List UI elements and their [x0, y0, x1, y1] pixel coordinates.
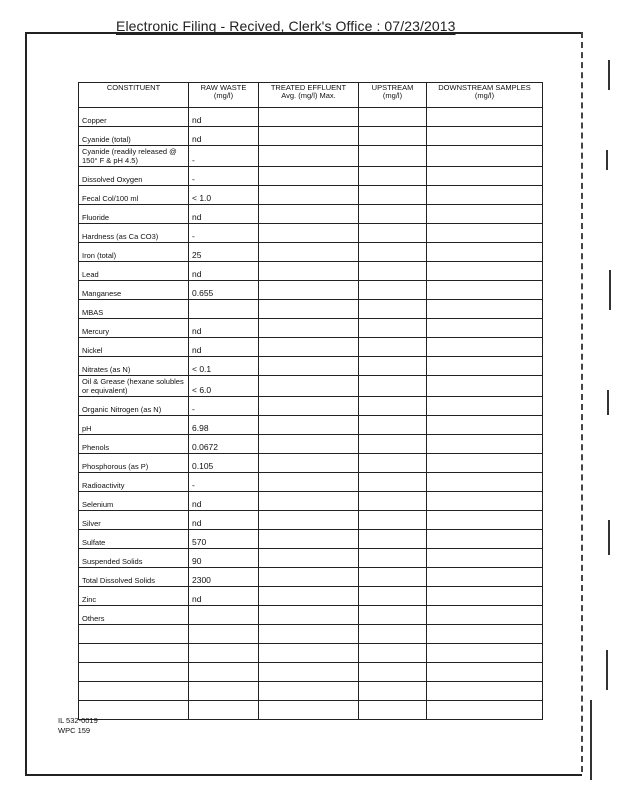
table-row: [79, 435, 543, 454]
raw-waste-value: [189, 300, 259, 319]
blank-cell: [259, 644, 359, 663]
table-row: [79, 606, 543, 625]
blank-row: [79, 701, 543, 720]
constituent-name: Nickel: [79, 338, 189, 357]
constituent-name: Copper: [79, 108, 189, 127]
upstream-cell: [359, 473, 427, 492]
header-treated-effluent: [259, 83, 359, 108]
treated-effluent-cell: [259, 186, 359, 205]
scan-mark: [590, 700, 592, 780]
upstream-cell: [359, 606, 427, 625]
header-upstream-unit: (mg/l): [382, 91, 403, 101]
constituent-name: Phosphorous (as P): [79, 454, 189, 473]
upstream-cell: [359, 397, 427, 416]
constituent-name: Cyanide (readily released @ 150° F & pH 4.5): [79, 146, 189, 167]
blank-cell: [259, 701, 359, 720]
blank-cell: [359, 682, 427, 701]
constituent-name: Hardness (as Ca CO3): [79, 224, 189, 243]
table-row: [79, 146, 543, 167]
upstream-cell: [359, 281, 427, 300]
blank-cell: [427, 663, 543, 682]
downstream-cell: [427, 473, 543, 492]
table-row: [79, 587, 543, 606]
header-downstream-title: DOWNSTREAM SAMPLES: [438, 83, 531, 92]
constituent-name: Iron (total): [79, 243, 189, 262]
downstream-cell: [427, 338, 543, 357]
downstream-cell: [427, 530, 543, 549]
form-footer: [58, 716, 98, 736]
downstream-cell: [427, 435, 543, 454]
header-treated-unit: Avg. (mg/l) Max.: [281, 91, 336, 101]
treated-effluent-cell: [259, 397, 359, 416]
upstream-cell: [359, 416, 427, 435]
header-raw-waste-unit: (mg/l): [213, 91, 234, 101]
downstream-cell: [427, 186, 543, 205]
upstream-cell: [359, 376, 427, 397]
table-row: [79, 338, 543, 357]
table-row: [79, 492, 543, 511]
downstream-cell: [427, 357, 543, 376]
upstream-cell: [359, 186, 427, 205]
header-upstream-title: UPSTREAM: [371, 83, 414, 92]
constituent-name: Silver: [79, 511, 189, 530]
raw-waste-value: 6.98: [189, 416, 259, 435]
raw-waste-value: [189, 606, 259, 625]
raw-waste-value: nd: [189, 338, 259, 357]
raw-waste-value: nd: [189, 319, 259, 338]
filing-stamp: Electronic Filing - Recived, Clerk's Office : 07/23/2013: [116, 18, 456, 34]
blank-row: [79, 682, 543, 701]
blank-cell: [79, 682, 189, 701]
downstream-cell: [427, 587, 543, 606]
scan-mark: [608, 60, 610, 90]
table-header-row: [79, 83, 543, 108]
blank-cell: [427, 701, 543, 720]
downstream-cell: [427, 167, 543, 186]
treated-effluent-cell: [259, 549, 359, 568]
blank-cell: [427, 682, 543, 701]
blank-row: [79, 644, 543, 663]
downstream-cell: [427, 127, 543, 146]
upstream-cell: [359, 454, 427, 473]
downstream-cell: [427, 416, 543, 435]
treated-effluent-cell: [259, 300, 359, 319]
treated-effluent-cell: [259, 146, 359, 167]
table-row: [79, 243, 543, 262]
header-upstream: [359, 83, 427, 108]
header-raw-waste-title: RAW WASTE: [200, 83, 247, 92]
blank-cell: [259, 682, 359, 701]
treated-effluent-cell: [259, 224, 359, 243]
raw-waste-value: -: [189, 397, 259, 416]
table-row: [79, 397, 543, 416]
constituent-name: Total Dissolved Solids: [79, 568, 189, 587]
raw-waste-value: 2300: [189, 568, 259, 587]
constituent-name: Manganese: [79, 281, 189, 300]
table-row: [79, 549, 543, 568]
treated-effluent-cell: [259, 281, 359, 300]
header-downstream-unit: (mg/l): [474, 91, 495, 101]
blank-cell: [79, 644, 189, 663]
downstream-cell: [427, 108, 543, 127]
blank-cell: [359, 663, 427, 682]
treated-effluent-cell: [259, 473, 359, 492]
downstream-cell: [427, 397, 543, 416]
table-row: [79, 167, 543, 186]
downstream-cell: [427, 376, 543, 397]
constituent-name: Fluoride: [79, 205, 189, 224]
raw-waste-value: nd: [189, 205, 259, 224]
treated-effluent-cell: [259, 338, 359, 357]
table-row: [79, 127, 543, 146]
raw-waste-value: nd: [189, 511, 259, 530]
downstream-cell: [427, 606, 543, 625]
upstream-cell: [359, 108, 427, 127]
blank-cell: [79, 625, 189, 644]
treated-effluent-cell: [259, 435, 359, 454]
treated-effluent-cell: [259, 530, 359, 549]
treated-effluent-cell: [259, 167, 359, 186]
constituent-name: Radioactivity: [79, 473, 189, 492]
treated-effluent-cell: [259, 606, 359, 625]
blank-cell: [259, 625, 359, 644]
table-row: [79, 530, 543, 549]
constituent-name: Oil & Grease (hexane solubles or equivalent): [79, 376, 189, 397]
blank-cell: [427, 625, 543, 644]
table-row: [79, 108, 543, 127]
scan-mark: [606, 150, 608, 170]
table-row: [79, 319, 543, 338]
blank-cell: [189, 625, 259, 644]
constituent-name: Nitrates (as N): [79, 357, 189, 376]
blank-cell: [359, 701, 427, 720]
upstream-cell: [359, 205, 427, 224]
upstream-cell: [359, 357, 427, 376]
blank-row: [79, 625, 543, 644]
table-row: [79, 224, 543, 243]
scan-mark: [607, 390, 609, 415]
upstream-cell: [359, 492, 427, 511]
raw-waste-value: -: [189, 146, 259, 167]
constituent-table: [78, 82, 543, 720]
raw-waste-value: -: [189, 473, 259, 492]
constituent-name: Dissolved Oxygen: [79, 167, 189, 186]
header-raw-waste: [189, 83, 259, 108]
constituent-name: Cyanide (total): [79, 127, 189, 146]
upstream-cell: [359, 224, 427, 243]
upstream-cell: [359, 568, 427, 587]
treated-effluent-cell: [259, 492, 359, 511]
constituent-name: Mercury: [79, 319, 189, 338]
constituent-name: Zinc: [79, 587, 189, 606]
raw-waste-value: -: [189, 167, 259, 186]
downstream-cell: [427, 511, 543, 530]
table-row: [79, 205, 543, 224]
downstream-cell: [427, 549, 543, 568]
blank-cell: [359, 644, 427, 663]
table-row: [79, 511, 543, 530]
constituent-name: Fecal Col/100 ml: [79, 186, 189, 205]
scan-mark: [608, 520, 610, 555]
downstream-cell: [427, 454, 543, 473]
table-row: [79, 376, 543, 397]
upstream-cell: [359, 300, 427, 319]
table-row: [79, 473, 543, 492]
table-row: [79, 357, 543, 376]
raw-waste-value: 0.655: [189, 281, 259, 300]
downstream-cell: [427, 205, 543, 224]
treated-effluent-cell: [259, 319, 359, 338]
header-downstream: [427, 83, 543, 108]
upstream-cell: [359, 167, 427, 186]
blank-cell: [189, 682, 259, 701]
treated-effluent-cell: [259, 108, 359, 127]
treated-effluent-cell: [259, 568, 359, 587]
treated-effluent-cell: [259, 243, 359, 262]
blank-cell: [189, 663, 259, 682]
blank-cell: [189, 701, 259, 720]
scan-mark: [606, 650, 608, 690]
treated-effluent-cell: [259, 454, 359, 473]
blank-cell: [259, 663, 359, 682]
downstream-cell: [427, 262, 543, 281]
raw-waste-value: nd: [189, 127, 259, 146]
treated-effluent-cell: [259, 262, 359, 281]
blank-row: [79, 663, 543, 682]
header-treated-title: TREATED EFFLUENT: [270, 83, 347, 92]
upstream-cell: [359, 511, 427, 530]
wpc-number: WPC 159: [58, 726, 91, 735]
upstream-cell: [359, 587, 427, 606]
raw-waste-value: nd: [189, 108, 259, 127]
constituent-name: Organic Nitrogen (as N): [79, 397, 189, 416]
table-row: [79, 186, 543, 205]
upstream-cell: [359, 319, 427, 338]
upstream-cell: [359, 127, 427, 146]
raw-waste-value: < 0.1: [189, 357, 259, 376]
downstream-cell: [427, 492, 543, 511]
raw-waste-value: < 6.0: [189, 376, 259, 397]
form-number: IL 532-0019: [58, 716, 98, 725]
upstream-cell: [359, 146, 427, 167]
downstream-cell: [427, 281, 543, 300]
treated-effluent-cell: [259, 416, 359, 435]
treated-effluent-cell: [259, 587, 359, 606]
treated-effluent-cell: [259, 205, 359, 224]
table-row: [79, 281, 543, 300]
raw-waste-value: -: [189, 224, 259, 243]
raw-waste-value: 570: [189, 530, 259, 549]
upstream-cell: [359, 338, 427, 357]
raw-waste-value: nd: [189, 492, 259, 511]
constituent-name: Sulfate: [79, 530, 189, 549]
constituent-name: Lead: [79, 262, 189, 281]
table-row: [79, 416, 543, 435]
constituent-name: MBAS: [79, 300, 189, 319]
blank-cell: [189, 644, 259, 663]
constituent-name: Selenium: [79, 492, 189, 511]
raw-waste-value: nd: [189, 262, 259, 281]
raw-waste-value: 25: [189, 243, 259, 262]
constituent-name: Others: [79, 606, 189, 625]
downstream-cell: [427, 568, 543, 587]
table-row: [79, 454, 543, 473]
table-row: [79, 262, 543, 281]
blank-cell: [427, 644, 543, 663]
scan-mark: [609, 270, 611, 310]
constituent-name: Suspended Solids: [79, 549, 189, 568]
upstream-cell: [359, 435, 427, 454]
table-row: [79, 568, 543, 587]
upstream-cell: [359, 549, 427, 568]
raw-waste-value: 0.105: [189, 454, 259, 473]
treated-effluent-cell: [259, 511, 359, 530]
upstream-cell: [359, 262, 427, 281]
table-row: [79, 300, 543, 319]
raw-waste-value: nd: [189, 587, 259, 606]
upstream-cell: [359, 530, 427, 549]
raw-waste-value: 90: [189, 549, 259, 568]
constituent-name: Phenols: [79, 435, 189, 454]
blank-cell: [359, 625, 427, 644]
treated-effluent-cell: [259, 357, 359, 376]
header-constituent: CONSTITUENT: [79, 83, 189, 108]
treated-effluent-cell: [259, 127, 359, 146]
downstream-cell: [427, 243, 543, 262]
downstream-cell: [427, 146, 543, 167]
treated-effluent-cell: [259, 376, 359, 397]
blank-cell: [79, 663, 189, 682]
downstream-cell: [427, 224, 543, 243]
constituent-name: pH: [79, 416, 189, 435]
raw-waste-value: 0.0672: [189, 435, 259, 454]
downstream-cell: [427, 300, 543, 319]
downstream-cell: [427, 319, 543, 338]
upstream-cell: [359, 243, 427, 262]
raw-waste-value: < 1.0: [189, 186, 259, 205]
page-frame-right-edge: [581, 32, 584, 772]
